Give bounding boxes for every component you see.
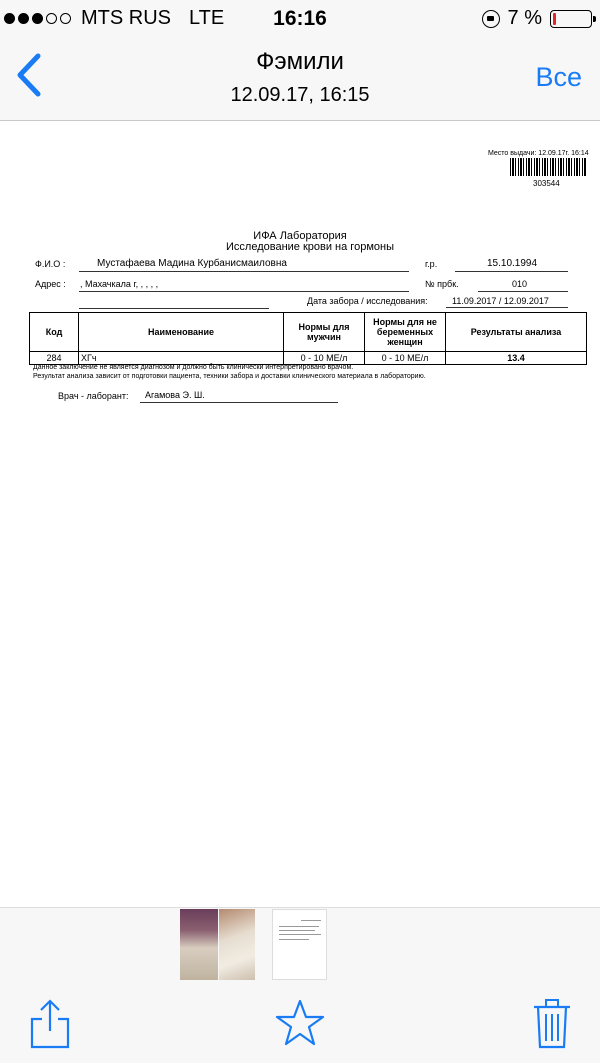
carrier-name: MTS RUS bbox=[81, 7, 171, 29]
header-norm-women: Нормы для не беременных женщин bbox=[365, 313, 446, 352]
all-photos-button[interactable]: Все bbox=[535, 62, 582, 92]
cell-norm-men: 0 - 10 МЕ/л bbox=[284, 352, 365, 365]
issue-date: 12.09.17г. 16:14 bbox=[538, 150, 589, 157]
study-name: Исследование крови на гормоны bbox=[226, 241, 394, 253]
table-row bbox=[30, 352, 587, 365]
thumbnail-photo-1[interactable] bbox=[180, 909, 218, 980]
barcode-number: 303544 bbox=[533, 179, 560, 188]
cell-code: 284 bbox=[30, 352, 79, 365]
network-type: LTE bbox=[189, 7, 225, 29]
trash-icon[interactable] bbox=[532, 997, 572, 1049]
date-value: 11.09.2017 / 12.09.2017 bbox=[452, 296, 549, 306]
rotation-lock-icon bbox=[482, 10, 500, 28]
header-result: Результаты анализа bbox=[446, 313, 587, 352]
note-2: Результат анализа зависит от подготовки пациента, техники забора и доставки клинического материала в лабораторию. bbox=[33, 373, 426, 380]
cell-name: ХГч bbox=[79, 352, 284, 365]
results-table bbox=[29, 312, 587, 365]
photo-date: 12.09.17, 16:15 bbox=[230, 84, 370, 106]
status-bar bbox=[0, 0, 600, 38]
cell-norm-women: 0 - 10 МЕ/л bbox=[365, 352, 446, 365]
favorite-star-icon[interactable] bbox=[274, 997, 326, 1049]
thumbnail-photo-current[interactable] bbox=[272, 909, 327, 980]
header-code: Код bbox=[30, 313, 79, 352]
bottom-toolbar bbox=[0, 987, 600, 1063]
address-value: , Махачкала г, , , , , bbox=[80, 279, 159, 289]
navigation-bar bbox=[0, 38, 600, 121]
doctor-value: Агамова Э. Ш. bbox=[145, 390, 205, 400]
sample-value: 010 bbox=[512, 279, 528, 289]
thumbnail-photo-2[interactable] bbox=[219, 909, 255, 980]
date-label: Дата забора / исследования: bbox=[307, 296, 428, 306]
document-photo[interactable] bbox=[0, 121, 600, 907]
cell-result: 13.4 bbox=[446, 352, 587, 365]
battery-icon bbox=[550, 10, 592, 28]
address-label: Адрес : bbox=[35, 279, 66, 289]
note-1: Данное заключение не является диагнозом и должно быть клинически интерпретировано врачом. bbox=[33, 364, 354, 371]
header-norm-men: Нормы для мужчин bbox=[284, 313, 365, 352]
barcode bbox=[510, 158, 586, 176]
share-icon[interactable] bbox=[28, 997, 72, 1049]
album-title: Фэмили bbox=[256, 48, 344, 75]
header-name: Наименование bbox=[79, 313, 284, 352]
battery-percent: 7 % bbox=[507, 7, 542, 29]
lab-name: ИФА Лаборатория bbox=[253, 230, 347, 242]
issue-info bbox=[488, 150, 589, 157]
birth-label: г.р. bbox=[425, 259, 438, 269]
doctor-label: Врач - лаборант: bbox=[58, 391, 129, 401]
issue-label: Место выдачи: bbox=[488, 150, 537, 157]
birth-value: 15.10.1994 bbox=[487, 258, 538, 269]
fio-value: Мустафаева Мадина Курбанисмаиловна bbox=[97, 258, 287, 269]
status-time: 16:16 bbox=[273, 7, 327, 30]
fio-label: Ф.И.О : bbox=[35, 259, 66, 269]
thumbnail-strip bbox=[0, 907, 600, 988]
sample-label: № прбк. bbox=[425, 279, 459, 289]
